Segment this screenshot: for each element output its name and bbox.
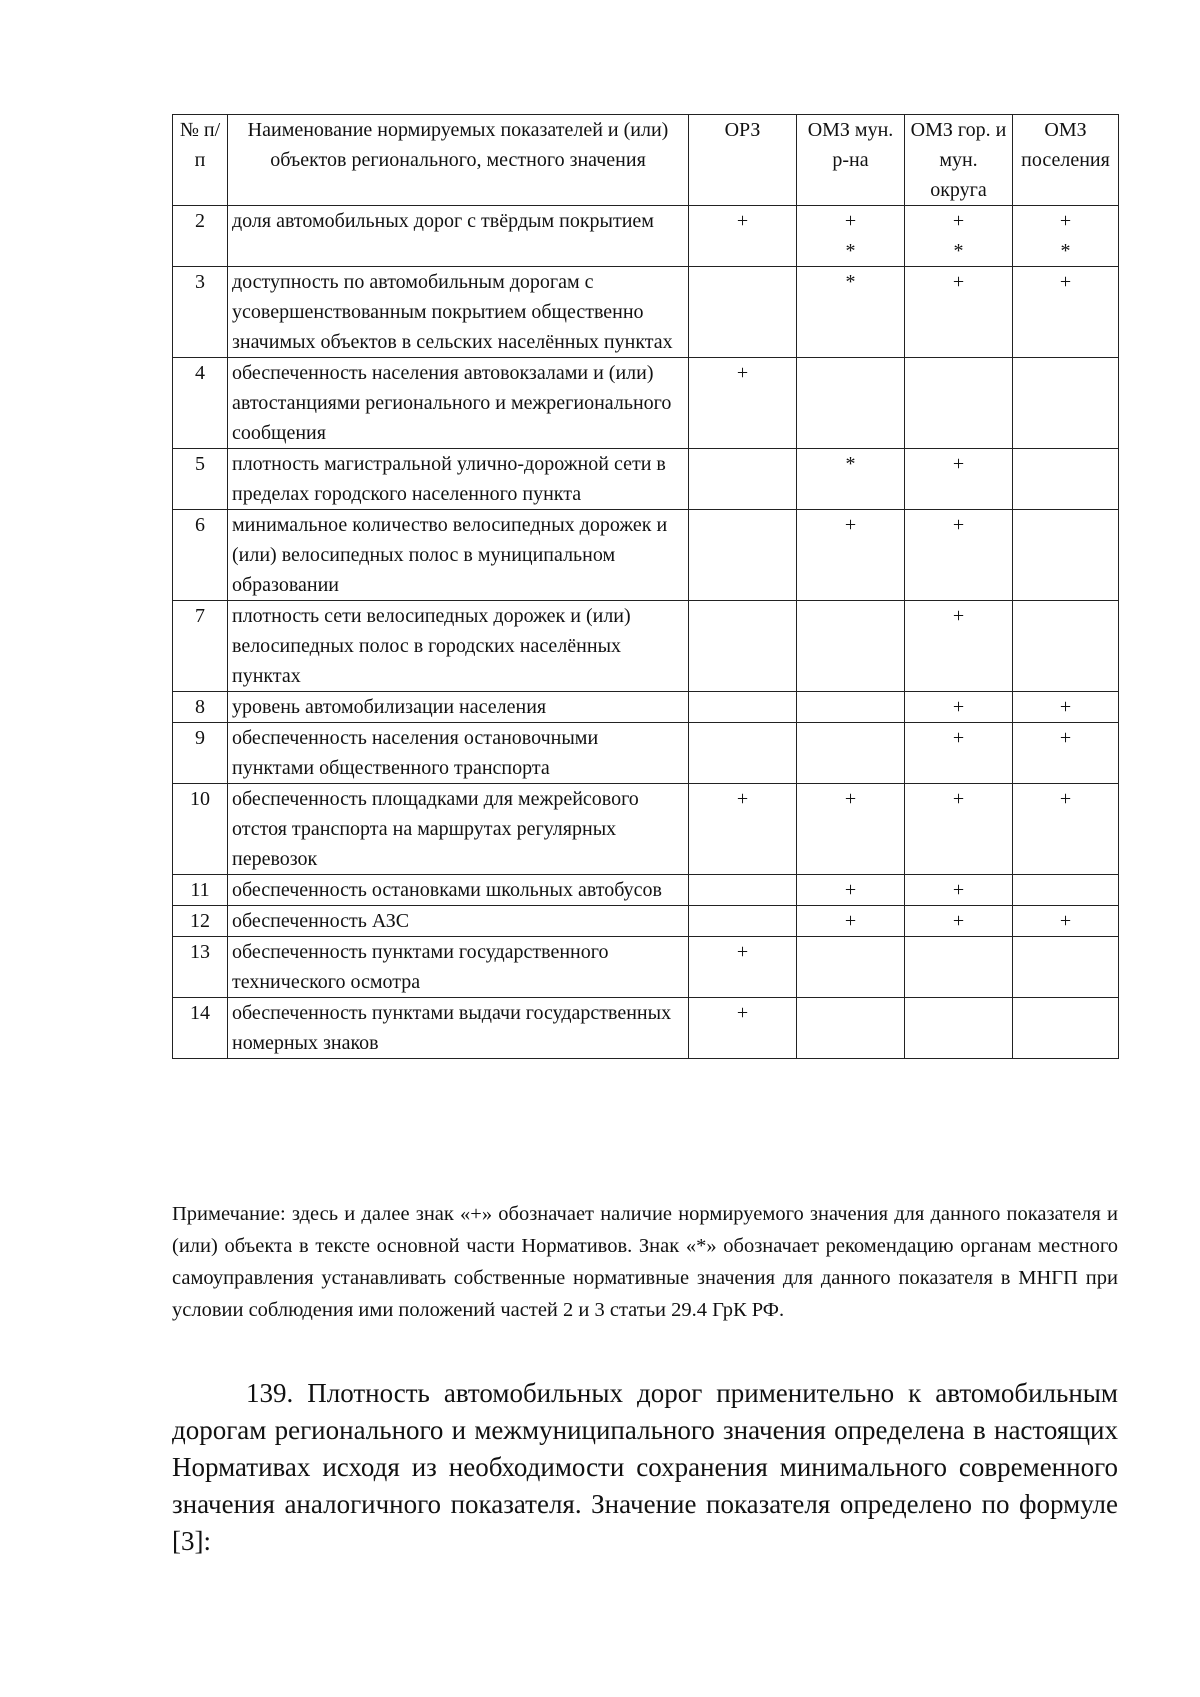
header-omz-mun-district: ОМЗ мун. р-на bbox=[797, 115, 905, 206]
table-row bbox=[173, 784, 1119, 875]
row-omz-settlement-mark bbox=[1013, 937, 1119, 998]
row-omz-mun-mark: + bbox=[797, 510, 905, 601]
row-orz-mark bbox=[689, 449, 797, 510]
row-omz-city-mark: + bbox=[905, 267, 1013, 358]
row-omz-city-mark bbox=[905, 358, 1013, 449]
row-indicator-name: обеспеченность населения автовокзалами и (или) автостанциями регионального и межрегионального сообщения bbox=[228, 358, 689, 449]
row-omz-settlement-mark bbox=[1013, 875, 1119, 906]
table-row bbox=[173, 937, 1119, 998]
row-indicator-name: плотность сети велосипедных дорожек и (или) велосипедных полос в городских населённых пунктах bbox=[228, 601, 689, 692]
row-indicator-name: уровень автомобилизации населения bbox=[228, 692, 689, 723]
row-omz-city-mark: + bbox=[905, 510, 1013, 601]
row-orz-mark bbox=[689, 723, 797, 784]
row-indicator-name: обеспеченность остановками школьных автобусов bbox=[228, 875, 689, 906]
row-indicator-name: плотность магистральной улично-дорожной сети в пределах городского населенного пункта bbox=[228, 449, 689, 510]
row-omz-mun-mark bbox=[797, 358, 905, 449]
row-omz-settlement-mark: + bbox=[1013, 784, 1119, 875]
row-omz-settlement-mark bbox=[1013, 510, 1119, 601]
table-row bbox=[173, 449, 1119, 510]
row-omz-city-mark: + bbox=[905, 692, 1013, 723]
row-indicator-name: обеспеченность площадками для межрейсового отстоя транспорта на маршрутах регулярных перевозок bbox=[228, 784, 689, 875]
row-number: 9 bbox=[173, 723, 228, 784]
table-row bbox=[173, 906, 1119, 937]
row-indicator-name: обеспеченность пунктами государственного технического осмотра bbox=[228, 937, 689, 998]
row-omz-city-mark: + bbox=[905, 906, 1013, 937]
row-orz-mark: + bbox=[689, 206, 797, 267]
row-omz-settlement-mark: + bbox=[1013, 692, 1119, 723]
norms-table bbox=[172, 114, 1119, 1059]
row-indicator-name: доля автомобильных дорог с твёрдым покрытием bbox=[228, 206, 689, 267]
table-row bbox=[173, 510, 1119, 601]
header-number: № п/п bbox=[173, 115, 228, 206]
row-omz-mun-mark: + bbox=[797, 784, 905, 875]
paragraph-139: 139. Плотность автомобильных дорог применительно к автомобильным дорогам регионального и межмуниципального значения определена в настоящих Нормативах исходя из необходимости сохранения минимального современного значения аналогичного показателя. Значение показателя определено по формуле [3]: bbox=[172, 1378, 1118, 1556]
table-row bbox=[173, 998, 1119, 1059]
row-omz-settlement-mark: + bbox=[1013, 267, 1119, 358]
row-omz-settlement-mark bbox=[1013, 358, 1119, 449]
row-omz-city-mark bbox=[905, 937, 1013, 998]
row-number: 2 bbox=[173, 206, 228, 267]
row-omz-mun-mark: + bbox=[797, 875, 905, 906]
row-orz-mark bbox=[689, 692, 797, 723]
row-indicator-name: минимальное количество велосипедных дорожек и (или) велосипедных полос в муниципальном образовании bbox=[228, 510, 689, 601]
row-number: 3 bbox=[173, 267, 228, 358]
row-omz-mun-mark: * bbox=[797, 267, 905, 358]
row-omz-city-mark: + bbox=[905, 723, 1013, 784]
row-orz-mark bbox=[689, 906, 797, 937]
row-number: 6 bbox=[173, 510, 228, 601]
row-indicator-name: обеспеченность пунктами выдачи государственных номерных знаков bbox=[228, 998, 689, 1059]
row-number: 13 bbox=[173, 937, 228, 998]
table-body bbox=[173, 206, 1119, 1059]
row-omz-settlement-mark bbox=[1013, 601, 1119, 692]
row-orz-mark bbox=[689, 875, 797, 906]
table-row bbox=[173, 358, 1119, 449]
row-orz-mark bbox=[689, 267, 797, 358]
row-omz-mun-mark bbox=[797, 601, 905, 692]
row-number: 12 bbox=[173, 906, 228, 937]
row-orz-mark: + bbox=[689, 784, 797, 875]
row-omz-mun-mark bbox=[797, 723, 905, 784]
row-orz-mark: + bbox=[689, 937, 797, 998]
row-indicator-name: обеспеченность АЗС bbox=[228, 906, 689, 937]
row-omz-settlement-mark bbox=[1013, 449, 1119, 510]
row-omz-city-mark: + bbox=[905, 784, 1013, 875]
table-row bbox=[173, 875, 1119, 906]
row-omz-settlement-mark: + bbox=[1013, 723, 1119, 784]
row-number: 14 bbox=[173, 998, 228, 1059]
row-omz-mun-mark: + bbox=[797, 906, 905, 937]
row-omz-mun-mark bbox=[797, 998, 905, 1059]
row-number: 7 bbox=[173, 601, 228, 692]
table-note: Примечание: здесь и далее знак «+» обозначает наличие нормируемого значения для данного показателя и (или) объекта в тексте основной части Нормативов. Знак «*» обозначает рекомендацию органам местного самоуправления устанавливать собственные нормативные значения для данного показателя в МНГП при условии соблюдения ими положений частей 2 и 3 статьи 29.4 ГрК РФ. bbox=[172, 1202, 1118, 1321]
row-indicator-name: доступность по автомобильным дорогам с усовершенствованным покрытием общественно значимых объектов в сельских населённых пунктах bbox=[228, 267, 689, 358]
row-omz-city-mark: + bbox=[905, 449, 1013, 510]
row-number: 10 bbox=[173, 784, 228, 875]
row-omz-mun-mark bbox=[797, 692, 905, 723]
row-omz-settlement-mark bbox=[1013, 998, 1119, 1059]
row-omz-mun-mark bbox=[797, 937, 905, 998]
row-orz-mark bbox=[689, 510, 797, 601]
row-orz-mark bbox=[689, 601, 797, 692]
row-number: 8 bbox=[173, 692, 228, 723]
row-number: 11 bbox=[173, 875, 228, 906]
row-number: 5 bbox=[173, 449, 228, 510]
row-omz-settlement-mark: + bbox=[1013, 906, 1119, 937]
row-omz-settlement-mark: + * bbox=[1013, 206, 1119, 267]
row-omz-city-mark: + bbox=[905, 875, 1013, 906]
row-number: 4 bbox=[173, 358, 228, 449]
row-orz-mark: + bbox=[689, 998, 797, 1059]
row-omz-city-mark: + bbox=[905, 601, 1013, 692]
table-header-row bbox=[173, 115, 1119, 206]
header-omz-city-district: ОМЗ гор. и мун. округа bbox=[905, 115, 1013, 206]
header-omz-settlement: ОМЗ поселения bbox=[1013, 115, 1119, 206]
row-omz-mun-mark: * bbox=[797, 449, 905, 510]
table-row bbox=[173, 206, 1119, 267]
row-omz-city-mark bbox=[905, 998, 1013, 1059]
row-orz-mark: + bbox=[689, 358, 797, 449]
row-omz-city-mark: + * bbox=[905, 206, 1013, 267]
table-row bbox=[173, 723, 1119, 784]
header-orz: ОРЗ bbox=[689, 115, 797, 206]
table-row bbox=[173, 601, 1119, 692]
row-indicator-name: обеспеченность населения остановочными пунктами общественного транспорта bbox=[228, 723, 689, 784]
table-row bbox=[173, 692, 1119, 723]
table-row bbox=[173, 267, 1119, 358]
row-omz-mun-mark: + * bbox=[797, 206, 905, 267]
header-indicator-name: Наименование нормируемых показателей и (или) объектов регионального, местного значения bbox=[228, 115, 689, 206]
